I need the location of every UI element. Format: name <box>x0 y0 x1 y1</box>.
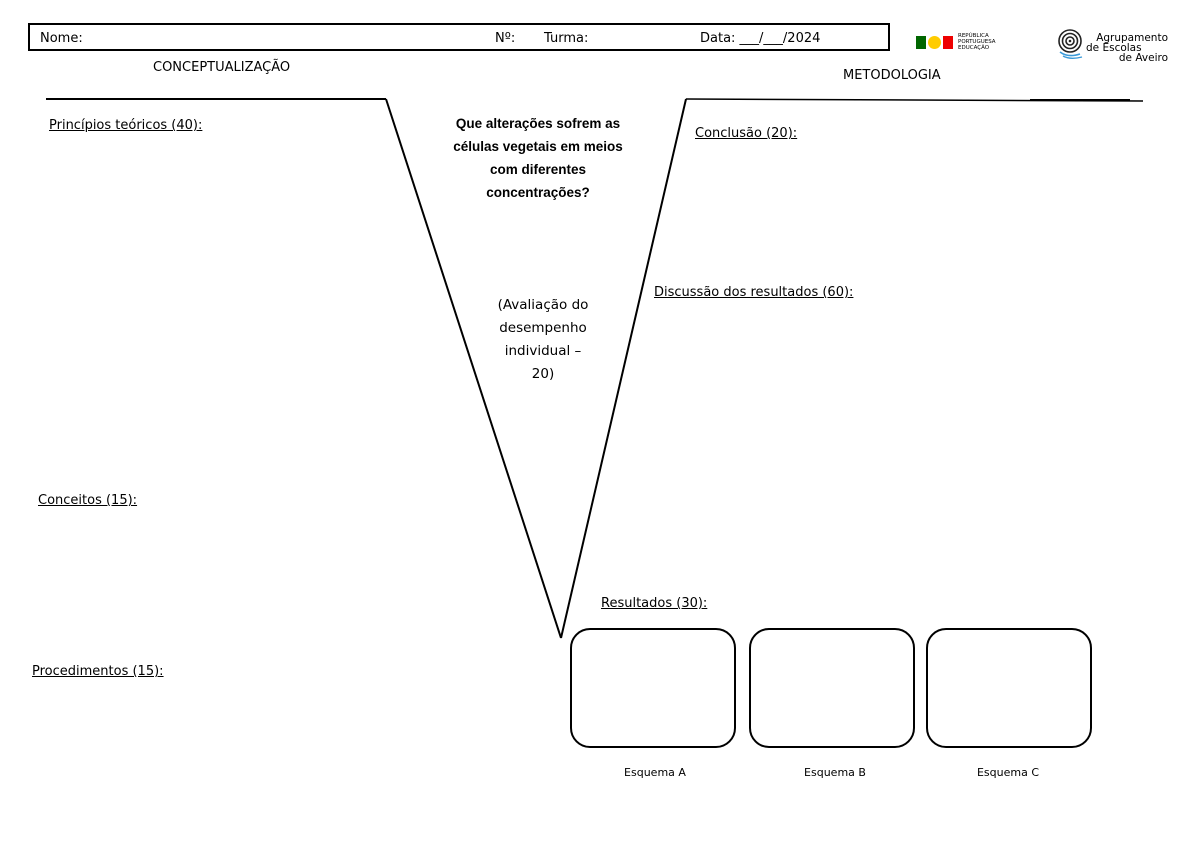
esquema-b-box[interactable] <box>749 628 915 748</box>
discussao-resultados-label: Discussão dos resultados (60): <box>654 285 854 300</box>
focus-question-line-3: com diferentes <box>489 162 587 177</box>
esquema-b-label: Esquema B <box>804 766 866 779</box>
conclusao-label: Conclusão (20): <box>695 126 798 141</box>
turma-field-label[interactable]: Turma: <box>544 31 589 46</box>
procedimentos-label: Procedimentos (15): <box>32 664 164 679</box>
metodologia-title: METODOLOGIA <box>843 68 941 83</box>
evaluation-line-2: desempenho <box>499 320 587 336</box>
focus-question-line-1: Que alterações sofrem as <box>455 116 621 131</box>
focus-question-line-4: concentrações? <box>486 185 590 200</box>
resultados-label: Resultados (30): <box>601 596 708 611</box>
numero-field-label[interactable]: Nº: <box>495 31 516 46</box>
esquema-c-box[interactable] <box>926 628 1092 748</box>
conceptualizacao-title: CONCEPTUALIZAÇÃO <box>153 60 291 75</box>
evaluation-line-3: individual – <box>504 343 582 359</box>
agrupamento-line-1: Agrupamento <box>1096 32 1168 44</box>
conceitos-label: Conceitos (15): <box>38 493 138 508</box>
evaluation-line-1: (Avaliação do <box>497 297 589 313</box>
agrupamento-line-2: de Escolas <box>1086 42 1142 54</box>
republica-line-3: EDUCAÇÃO <box>958 45 990 51</box>
esquema-a-label: Esquema A <box>624 766 686 779</box>
evaluation-line-4: 20) <box>531 366 555 382</box>
principios-teoricos-label: Princípios teóricos (40): <box>49 118 203 133</box>
focus-question <box>438 112 638 204</box>
agrupamento-line-3: de Aveiro <box>1118 52 1168 64</box>
republica-line-1: REPÚBLICA <box>958 33 989 39</box>
focus-question-line-2: células vegetais em meios <box>453 139 623 154</box>
data-field-label[interactable]: Data: ___/___/2024 <box>700 31 821 46</box>
republica-line-2: PORTUGUESA <box>958 39 996 45</box>
esquema-c-label: Esquema C <box>976 766 1040 779</box>
individual-evaluation-note <box>478 294 608 386</box>
nome-field-label[interactable]: Nome: <box>40 31 83 46</box>
esquema-a-box[interactable] <box>570 628 736 748</box>
